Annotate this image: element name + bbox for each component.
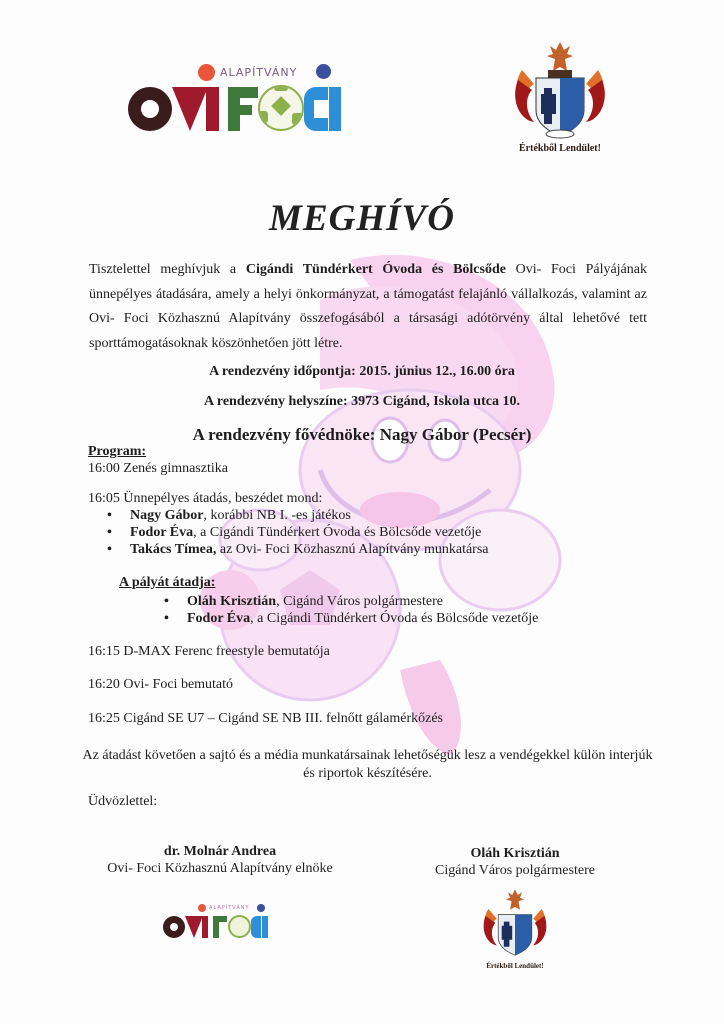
program-heading-wrap (88, 443, 228, 477)
event-date: A rendezvény időpontja: 2015. június 12., 16.00 óra (209, 364, 515, 379)
foci-letter-f-bar (213, 916, 227, 922)
handover-item (187, 593, 538, 610)
blue-dot-icon (316, 64, 331, 79)
soccer-ball-icon (258, 85, 304, 131)
program-item-1620: 16:20 Ovi- Foci bemutató (88, 677, 234, 692)
program-item-1605: 16:05 Ünnepélyes átadás, beszédet mond: (88, 491, 323, 506)
foci-letter-i (329, 87, 341, 131)
handover-list (187, 593, 538, 627)
page-title: MEGHÍVÓ (269, 198, 455, 239)
program-heading: Program: (88, 444, 147, 459)
soccer-ball-icon (228, 915, 251, 938)
ovi-letter-v (185, 916, 203, 938)
handover-desc: , Cigánd Város polgármestere (276, 594, 443, 609)
speaker-item (130, 507, 489, 524)
event-patron: A rendezvény fővédnöke: Nagy Gábor (Pecsér) (192, 425, 532, 444)
crest-icon (510, 40, 610, 140)
blue-dot-icon (257, 904, 265, 912)
speaker-name: Takács Tímea, (130, 542, 217, 557)
program-item-1615: 16:15 D-MAX Ferenc freestyle bemutatója (88, 644, 330, 659)
signer-role: Cigánd Város polgármestere (435, 863, 595, 878)
handover-heading: A pályát átadja: (119, 575, 216, 590)
ovi-letter-o (163, 916, 185, 938)
event-location: A rendezvény helyszíne: 3973 Cigánd, Iskola utca 10. (204, 394, 520, 409)
signature-right (410, 845, 620, 879)
ovi-letter-v (172, 87, 208, 131)
speaker-item (130, 541, 489, 558)
speaker-desc: az Ovi- Foci Közhasznú Alapítvány munkatársa (216, 542, 489, 557)
orange-dot-icon (198, 64, 215, 81)
speaker-item (130, 524, 489, 541)
alapitvany-text-small: ALAPÍTVÁNY (209, 905, 250, 911)
speaker-desc: , korábbi NB I. -es játékos (203, 508, 351, 523)
program-item-1600: 16:00 Zenés gimnasztika (88, 461, 228, 476)
crest-motto: Értékből Lendület! (519, 143, 601, 154)
alapitvany-text: ALAPÍTVÁNY (220, 66, 298, 79)
cigand-coat-of-arms (510, 40, 610, 155)
program-item-1625: 16:25 Cigánd SE U7 – Cigánd SE NB III. felnőtt gálamérkőzés (88, 711, 443, 726)
intro-paragraph (89, 258, 647, 356)
ovi-letter-i (206, 87, 219, 131)
handover-desc: , a Cigándi Tündérkert Óvoda és Bölcsőde vezetője (250, 611, 539, 626)
orange-dot-icon (198, 904, 206, 912)
handover-name: Oláh Krisztián (187, 594, 277, 609)
intro-institution-name: Cigándi Tündérkert Óvoda és Bölcsőde (245, 262, 506, 277)
program-item-1605-wrap (88, 490, 322, 507)
foci-letter-f (228, 87, 260, 131)
ovi-letter-i (202, 916, 208, 938)
intro-text-rest: Ovi- Foci Pályájának ünnepélyes átadására, amely a helyi önkormányzat, a támogatást felajánló vállalkozás, valamint az Ovi- Foci Közhasznú Alapítvány összefogásából a társasági adótörvény által lehetővé tett sporttámogatásoknak köszönhetően jött létre. (89, 262, 647, 351)
foci-letter-c (304, 87, 328, 131)
signer-name: dr. Molnár Andrea (163, 844, 277, 859)
speaker-desc: , a Cigándi Tündérkert Óvoda és Bölcsőde vezetője (193, 525, 482, 540)
speakers-list (130, 507, 489, 558)
greeting: Üdvözlettel: (88, 794, 158, 809)
ovi-letter-o (128, 87, 172, 131)
press-note: Az átadást követően a sajtó és a média munkatársainak lehetőségük lesz a vendégekkel külön interjúk és riportok készítésére. (82, 748, 653, 781)
handover-name: Fodor Éva (187, 611, 251, 626)
crest-icon (480, 887, 550, 959)
cigand-coat-of-arms-small (480, 887, 550, 977)
foci-letter-c (251, 916, 261, 938)
ovi-foci-logo (128, 62, 338, 137)
foci-letter-i (262, 916, 268, 938)
intro-text-start: Tisztelettel meghívjuk a (89, 262, 246, 277)
signer-role: Ovi- Foci Közhasznú Alapítvány elnöke (107, 861, 333, 876)
speaker-name: Fodor Éva (130, 525, 194, 540)
speaker-name: Nagy Gábor (130, 508, 204, 523)
signer-name: Oláh Krisztián (470, 846, 560, 861)
crest-motto-small: Értékből Lendület! (486, 962, 544, 970)
signature-left (90, 843, 350, 877)
ovi-foci-logo-small (163, 903, 268, 943)
handover-item (187, 610, 538, 627)
